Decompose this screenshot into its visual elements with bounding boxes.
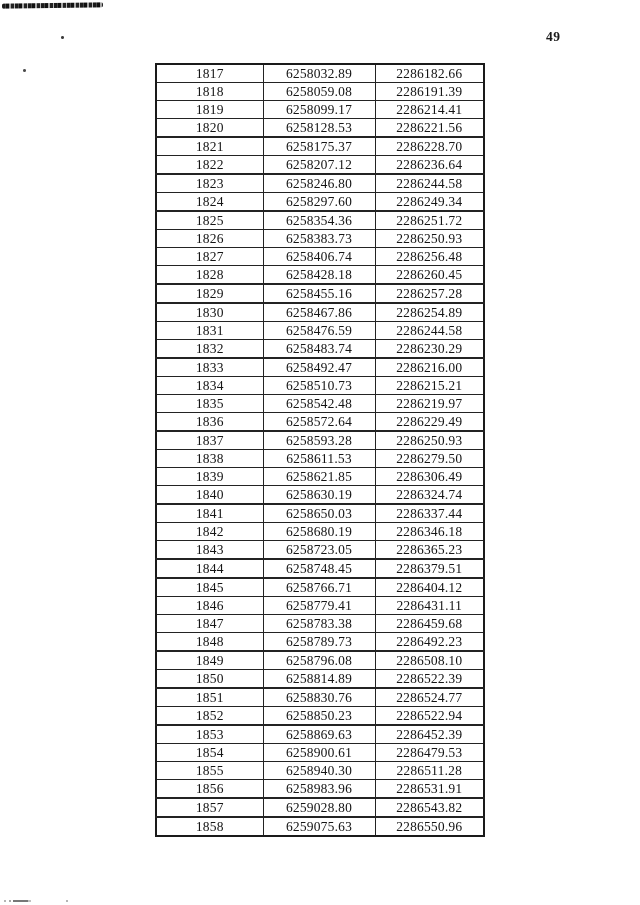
value-col1-cell: 6258354.36 <box>263 211 375 230</box>
value-col1-cell: 6258483.74 <box>263 340 375 359</box>
row-id-cell: 1823 <box>156 174 263 193</box>
row-id-cell: 1850 <box>156 670 263 689</box>
value-col1-cell: 6258572.64 <box>263 413 375 432</box>
row-id-cell: 1835 <box>156 395 263 413</box>
row-id-cell: 1854 <box>156 744 263 762</box>
row-id-cell: 1820 <box>156 119 263 138</box>
row-id-cell: 1825 <box>156 211 263 230</box>
row-id-cell: 1818 <box>156 83 263 101</box>
scan-speck <box>61 36 64 39</box>
table-row <box>156 468 484 486</box>
table-row <box>156 486 484 505</box>
table-row <box>156 340 484 359</box>
value-col1-cell: 6258542.48 <box>263 395 375 413</box>
row-id-cell: 1847 <box>156 615 263 633</box>
value-col2-cell: 2286244.58 <box>375 322 484 340</box>
table-row <box>156 137 484 156</box>
table-row <box>156 377 484 395</box>
value-col1-cell: 6258099.17 <box>263 101 375 119</box>
row-id-cell: 1841 <box>156 504 263 523</box>
row-id-cell: 1845 <box>156 578 263 597</box>
value-col1-cell: 6258650.03 <box>263 504 375 523</box>
value-col2-cell: 2286279.50 <box>375 450 484 468</box>
value-col1-cell: 6258779.41 <box>263 597 375 615</box>
table-row <box>156 541 484 560</box>
table-row <box>156 615 484 633</box>
value-col2-cell: 2286251.72 <box>375 211 484 230</box>
row-id-cell: 1817 <box>156 64 263 83</box>
value-col1-cell: 6258814.89 <box>263 670 375 689</box>
row-id-cell: 1846 <box>156 597 263 615</box>
table-row <box>156 559 484 578</box>
value-col1-cell: 6258207.12 <box>263 156 375 175</box>
value-col1-cell: 6258983.96 <box>263 780 375 799</box>
value-col2-cell: 2286221.56 <box>375 119 484 138</box>
value-col1-cell: 6258783.38 <box>263 615 375 633</box>
row-id-cell: 1855 <box>156 762 263 780</box>
table-row <box>156 156 484 175</box>
value-col2-cell: 2286346.18 <box>375 523 484 541</box>
value-col1-cell: 6258467.86 <box>263 303 375 322</box>
value-col2-cell: 2286230.29 <box>375 340 484 359</box>
value-col2-cell: 2286511.28 <box>375 762 484 780</box>
value-col2-cell: 2286543.82 <box>375 798 484 817</box>
scan-speck <box>23 69 26 72</box>
value-col1-cell: 6258175.37 <box>263 137 375 156</box>
table-row <box>156 248 484 266</box>
table-row <box>156 413 484 432</box>
value-col2-cell: 2286431.11 <box>375 597 484 615</box>
row-id-cell: 1819 <box>156 101 263 119</box>
value-col1-cell: 6258492.47 <box>263 358 375 377</box>
table-row <box>156 780 484 799</box>
value-col2-cell: 2286191.39 <box>375 83 484 101</box>
row-id-cell: 1831 <box>156 322 263 340</box>
table-row <box>156 762 484 780</box>
table-row <box>156 651 484 670</box>
value-col1-cell: 6258428.18 <box>263 266 375 285</box>
row-id-cell: 1822 <box>156 156 263 175</box>
value-col2-cell: 2286250.93 <box>375 230 484 248</box>
value-col1-cell: 6258297.60 <box>263 193 375 212</box>
table-row <box>156 395 484 413</box>
coordinates-table-body <box>156 64 484 836</box>
value-col1-cell: 6258796.08 <box>263 651 375 670</box>
value-col1-cell: 6258748.45 <box>263 559 375 578</box>
value-col1-cell: 6259075.63 <box>263 817 375 836</box>
value-col1-cell: 6258900.61 <box>263 744 375 762</box>
table-row <box>156 193 484 212</box>
table-row <box>156 358 484 377</box>
value-col1-cell: 6258830.76 <box>263 688 375 707</box>
table-row <box>156 450 484 468</box>
row-id-cell: 1842 <box>156 523 263 541</box>
table-row <box>156 504 484 523</box>
value-col2-cell: 2286508.10 <box>375 651 484 670</box>
table-row <box>156 597 484 615</box>
value-col2-cell: 2286257.28 <box>375 284 484 303</box>
value-col2-cell: 2286228.70 <box>375 137 484 156</box>
row-id-cell: 1828 <box>156 266 263 285</box>
table-row <box>156 284 484 303</box>
row-id-cell: 1848 <box>156 633 263 652</box>
coordinates-table <box>155 63 485 837</box>
value-col2-cell: 2286249.34 <box>375 193 484 212</box>
row-id-cell: 1821 <box>156 137 263 156</box>
row-id-cell: 1827 <box>156 248 263 266</box>
row-id-cell: 1843 <box>156 541 263 560</box>
row-id-cell: 1852 <box>156 707 263 726</box>
value-col1-cell: 6258680.19 <box>263 523 375 541</box>
value-col2-cell: 2286379.51 <box>375 559 484 578</box>
table-row <box>156 211 484 230</box>
value-col2-cell: 2286229.49 <box>375 413 484 432</box>
row-id-cell: 1826 <box>156 230 263 248</box>
value-col1-cell: 6258723.05 <box>263 541 375 560</box>
table-row <box>156 119 484 138</box>
table-row <box>156 64 484 83</box>
value-col1-cell: 6258455.16 <box>263 284 375 303</box>
value-col2-cell: 2286522.39 <box>375 670 484 689</box>
row-id-cell: 1829 <box>156 284 263 303</box>
table-row <box>156 322 484 340</box>
table-row <box>156 83 484 101</box>
value-col1-cell: 6258128.53 <box>263 119 375 138</box>
table-row <box>156 303 484 322</box>
value-col1-cell: 6258032.89 <box>263 64 375 83</box>
table-row <box>156 725 484 744</box>
value-col2-cell: 2286216.00 <box>375 358 484 377</box>
value-col2-cell: 2286219.97 <box>375 395 484 413</box>
value-col1-cell: 6258611.53 <box>263 450 375 468</box>
value-col2-cell: 2286524.77 <box>375 688 484 707</box>
value-col1-cell: 6258940.30 <box>263 762 375 780</box>
value-col2-cell: 2286522.94 <box>375 707 484 726</box>
table-row <box>156 633 484 652</box>
row-id-cell: 1839 <box>156 468 263 486</box>
value-col2-cell: 2286256.48 <box>375 248 484 266</box>
value-col2-cell: 2286404.12 <box>375 578 484 597</box>
row-id-cell: 1840 <box>156 486 263 505</box>
value-col2-cell: 2286459.68 <box>375 615 484 633</box>
value-col1-cell: 6258630.19 <box>263 486 375 505</box>
row-id-cell: 1851 <box>156 688 263 707</box>
value-col2-cell: 2286244.58 <box>375 174 484 193</box>
value-col2-cell: 2286250.93 <box>375 431 484 450</box>
value-col2-cell: 2286236.64 <box>375 156 484 175</box>
table-row <box>156 688 484 707</box>
table-row <box>156 431 484 450</box>
value-col1-cell: 6258383.73 <box>263 230 375 248</box>
value-col1-cell: 6258246.80 <box>263 174 375 193</box>
value-col1-cell: 6258766.71 <box>263 578 375 597</box>
table-row <box>156 578 484 597</box>
value-col1-cell: 6258593.28 <box>263 431 375 450</box>
row-id-cell: 1824 <box>156 193 263 212</box>
value-col1-cell: 6258510.73 <box>263 377 375 395</box>
row-id-cell: 1858 <box>156 817 263 836</box>
row-id-cell: 1830 <box>156 303 263 322</box>
value-col2-cell: 2286550.96 <box>375 817 484 836</box>
row-id-cell: 1833 <box>156 358 263 377</box>
table-row <box>156 230 484 248</box>
value-col2-cell: 2286492.23 <box>375 633 484 652</box>
value-col2-cell: 2286260.45 <box>375 266 484 285</box>
table-row <box>156 817 484 836</box>
row-id-cell: 1834 <box>156 377 263 395</box>
value-col1-cell: 6258850.23 <box>263 707 375 726</box>
value-col2-cell: 2286365.23 <box>375 541 484 560</box>
scan-artifact-strip <box>2 2 103 8</box>
row-id-cell: 1844 <box>156 559 263 578</box>
value-col2-cell: 2286531.91 <box>375 780 484 799</box>
scan-artifact-dash <box>4 900 72 902</box>
table-row <box>156 523 484 541</box>
table-row <box>156 670 484 689</box>
value-col2-cell: 2286215.21 <box>375 377 484 395</box>
value-col2-cell: 2286337.44 <box>375 504 484 523</box>
row-id-cell: 1837 <box>156 431 263 450</box>
row-id-cell: 1853 <box>156 725 263 744</box>
row-id-cell: 1856 <box>156 780 263 799</box>
table-row <box>156 174 484 193</box>
value-col2-cell: 2286306.49 <box>375 468 484 486</box>
value-col1-cell: 6258059.08 <box>263 83 375 101</box>
value-col2-cell: 2286479.53 <box>375 744 484 762</box>
page-number: 49 <box>546 29 561 44</box>
table-row <box>156 798 484 817</box>
row-id-cell: 1857 <box>156 798 263 817</box>
value-col2-cell: 2286452.39 <box>375 725 484 744</box>
row-id-cell: 1836 <box>156 413 263 432</box>
value-col1-cell: 6258789.73 <box>263 633 375 652</box>
table-row <box>156 101 484 119</box>
value-col2-cell: 2286182.66 <box>375 64 484 83</box>
value-col1-cell: 6258406.74 <box>263 248 375 266</box>
table-row <box>156 707 484 726</box>
table-row <box>156 266 484 285</box>
value-col1-cell: 6258869.63 <box>263 725 375 744</box>
value-col2-cell: 2286214.41 <box>375 101 484 119</box>
value-col2-cell: 2286254.89 <box>375 303 484 322</box>
row-id-cell: 1849 <box>156 651 263 670</box>
value-col2-cell: 2286324.74 <box>375 486 484 505</box>
value-col1-cell: 6258621.85 <box>263 468 375 486</box>
table-row <box>156 744 484 762</box>
value-col1-cell: 6258476.59 <box>263 322 375 340</box>
row-id-cell: 1838 <box>156 450 263 468</box>
row-id-cell: 1832 <box>156 340 263 359</box>
value-col1-cell: 6259028.80 <box>263 798 375 817</box>
